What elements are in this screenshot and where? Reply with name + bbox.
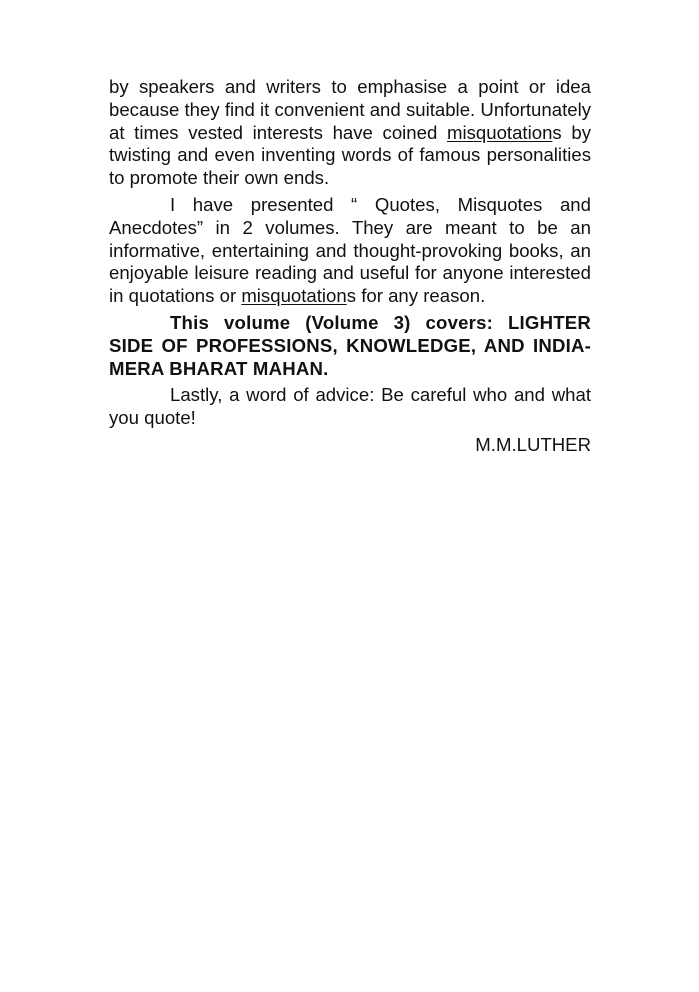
paragraph-text: s for any reason. — [346, 285, 486, 307]
paragraph-volumes — [109, 194, 591, 308]
paragraph-misquotation-intro — [109, 76, 591, 190]
author-signature: M.M.LUTHER — [475, 433, 591, 455]
paragraph-text: I have presented “ Quotes, Misquotes and Anecdotes” in 2 volumes. They are meant to be an informative, entertaining and thought-provoking books, an enjoyable leisure reading and useful for anyone interested in quotations or — [109, 193, 591, 307]
paragraph-advice — [109, 384, 591, 430]
paragraph-text: Lastly, a word of advice: Be careful who and what you quote! — [109, 384, 591, 429]
paragraph-text: by speakers and writers to emphasise a point or idea because they find it convenient and suitable. Unfortunately at times vested interests have coined — [109, 76, 591, 143]
paragraph-text: This volume (Volume 3) covers: LIGHTER SIDE OF PROFESSIONS, KNOWLEDGE, AND INDIA-MERA BHARAT MAHAN. — [109, 311, 591, 379]
paragraph-volume-coverage — [109, 312, 591, 380]
underlined-word: misquotation — [241, 285, 347, 307]
underlined-word: misquotation — [446, 121, 553, 143]
paragraph-text: s by twisting and even inventing words of famous personalities to promote their own ends. — [109, 121, 592, 189]
document-page — [109, 76, 591, 457]
